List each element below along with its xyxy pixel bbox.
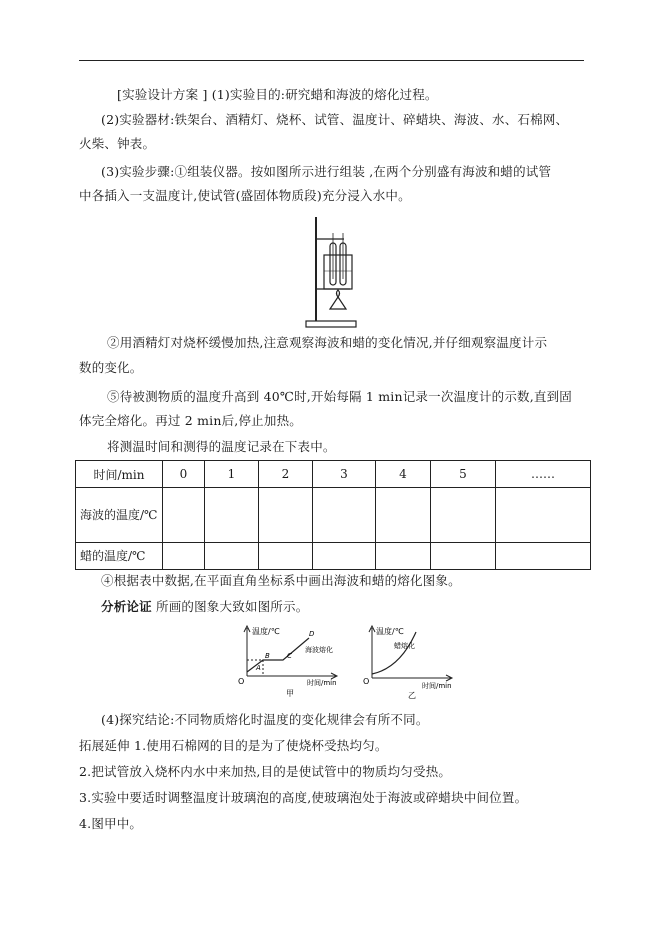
table-cell [431,543,496,570]
time-cell: 3 [313,461,376,488]
equipment-line-1: (2)实验器材:铁架台、酒精灯、烧杯、试管、温度计、碎蜡块、海波、水、石棉网、 [101,112,569,127]
table-row [76,461,591,488]
x-axis-label: 时间/min [422,682,452,690]
table-cell [259,488,313,543]
step-line-2b: 数的变化。 [79,360,143,375]
step-line-2a: ②用酒精灯对烧杯缓慢加热,注意观察海波和蜡的变化情况,并仔细观察温度计示 [107,335,548,350]
la-curve [372,632,416,674]
extension-line-4: 4.图甲中。 [79,816,143,831]
design-line: [实验设计方案 ] (1)实验目的:研究蜡和海波的熔化过程。 [117,87,438,102]
table-row [76,488,591,543]
header-rule [79,60,584,61]
analysis-line [101,599,308,615]
x-axis-label: 时间/min [307,679,337,687]
table-cell [313,543,376,570]
y-axis-label: 温度/℃ [376,627,404,636]
record-line: 将测温时间和测得的温度记录在下表中。 [107,439,336,454]
table-cell [376,488,431,543]
point-label: B [265,652,270,660]
origin-label: O [363,677,370,686]
time-header-cell: 时间/min [76,461,163,488]
curve-label: 蜡熔化 [394,642,415,650]
table-cell [163,543,205,570]
alcohol-lamp [330,297,346,309]
table-cell [259,543,313,570]
time-cell: 0 [163,461,205,488]
table-cell [496,543,591,570]
conclusion-line: (4)探究结论:不同物质熔化时温度的变化规律会有所不同。 [101,712,429,727]
curve-label: 海波熔化 [305,646,333,654]
beaker [324,255,352,289]
origin-label: O [238,677,245,686]
extension-line-1: 拓展延伸 1.使用石棉网的目的是为了使烧杯受热均匀。 [79,738,388,753]
table-cell [205,543,259,570]
table-row [76,543,591,570]
table-cell [376,543,431,570]
graph-caption: 甲 [286,689,294,698]
haibo-row-header: 海波的温度/℃ [76,488,163,543]
time-cell: 4 [376,461,431,488]
table-cell [313,488,376,543]
step-line-1a: (3)实验步骤:①组装仪器。按如图所示进行组装 ,在两个分别盛有海波和蜡的试管 [101,164,552,179]
record-table [75,460,591,570]
analysis-text: 所画的图象大致如图所示。 [156,599,309,614]
table-cell [163,488,205,543]
y-axis-label: 温度/℃ [252,627,280,636]
table-cell [496,488,591,543]
step-line-3a: ⑤待被测物质的温度升高到 40℃时,开始每隔 1 min记录一次温度计的示数,直到固 [107,389,573,404]
la-row-header: 蜡的温度/℃ [76,543,163,570]
step-line-1b: 中各插入一支温度计,使试管(盛固体物质段)充分浸入水中。 [79,188,411,203]
point-label: C [287,652,292,660]
flame [337,290,340,297]
point-label: D [309,630,315,638]
table-cell [205,488,259,543]
graph-caption: 乙 [408,691,416,700]
point-label: A [256,664,261,672]
apparatus-figure [300,213,362,329]
graph-yi [360,622,460,702]
step-line-4: ④根据表中数据,在平面直角坐标系中画出海波和蜡的熔化图象。 [101,573,461,588]
table-cell [431,488,496,543]
extension-line-3: 3.实验中要适时调整温度计玻璃泡的高度,使玻璃泡处于海波或碎蜡块中间位置。 [79,790,528,805]
time-cell: …… [496,461,591,488]
equipment-line-2: 火柴、钟表。 [79,136,156,151]
time-cell: 1 [205,461,259,488]
step-line-3b: 体完全熔化。再过 2 min后,停止加热。 [79,413,302,428]
time-cell: 2 [259,461,313,488]
extension-line-2: 2.把试管放入烧杯内水中来加热,目的是使试管中的物质均匀受热。 [79,764,452,779]
analysis-label: 分析论证 [101,599,152,614]
stand-base [306,321,356,327]
time-cell: 5 [431,461,496,488]
graph-jia [233,622,343,702]
